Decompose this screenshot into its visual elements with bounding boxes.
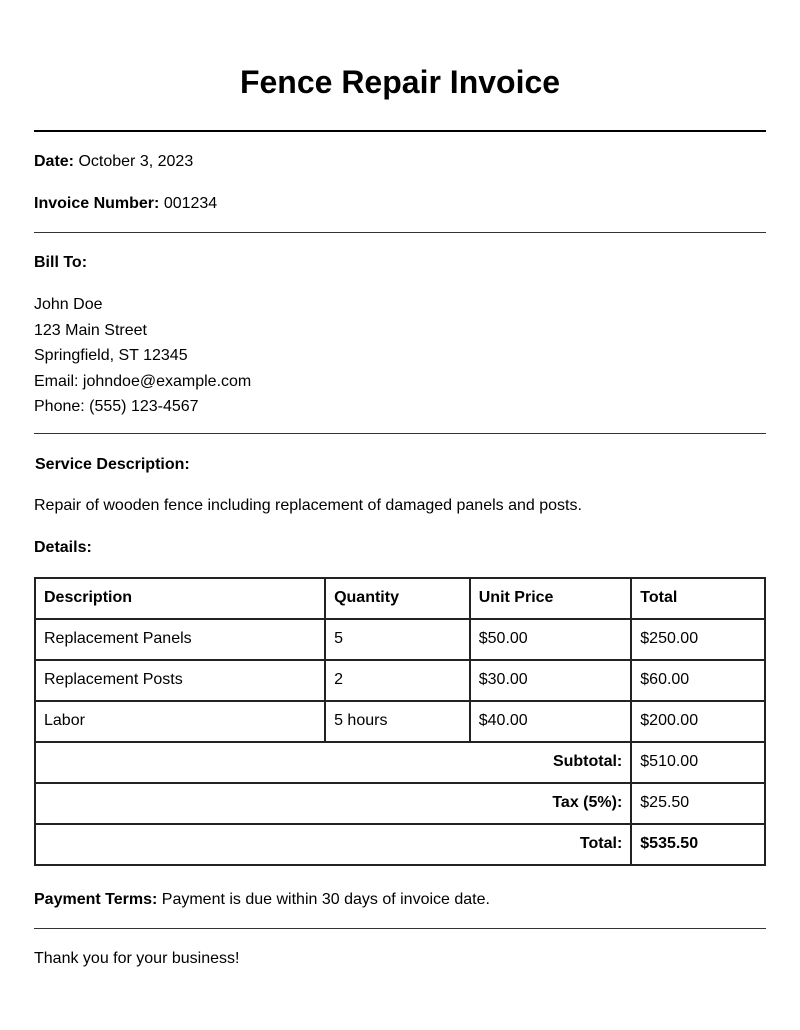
column-header: Total (631, 578, 765, 619)
table-cell: Replacement Panels (35, 619, 325, 660)
payment-terms-label: Payment Terms: (34, 890, 158, 908)
total-value: $535.50 (631, 824, 765, 865)
date-label: Date: (34, 153, 75, 170)
page-title: Fence Repair Invoice (239, 64, 561, 100)
table-row (35, 660, 765, 701)
service-description-label: Service Description: (35, 455, 190, 473)
table-cell: $200.00 (631, 701, 765, 742)
payment-terms-line (34, 890, 766, 910)
table-cell: $60.00 (631, 660, 765, 701)
date-value: October 3, 2023 (78, 153, 194, 170)
column-header: Quantity (325, 578, 470, 619)
details-table (34, 577, 766, 866)
invoice-number-line (34, 194, 766, 214)
address-line: 123 Main Street (34, 321, 147, 339)
address-line: John Doe (34, 296, 103, 313)
invoice-page (34, 0, 766, 969)
total-label: Total: (35, 824, 631, 865)
tax-label: Tax (5%): (35, 783, 631, 824)
table-header-row (35, 578, 765, 619)
divider (34, 928, 766, 929)
subtotal-value: $510.00 (631, 742, 765, 783)
phone-line: Phone: (555) 123-4567 (34, 398, 199, 415)
email-line: Email: johndoe@example.com (34, 372, 252, 390)
address-line: Springfield, ST 12345 (34, 347, 188, 364)
divider (34, 433, 766, 434)
tax-row (35, 783, 765, 824)
divider (34, 232, 766, 233)
details-label: Details: (34, 538, 92, 556)
column-header: Unit Price (470, 578, 632, 619)
bill-to-address (34, 292, 766, 420)
date-line (34, 152, 766, 172)
subtotal-label: Subtotal: (35, 742, 631, 783)
table-row (35, 619, 765, 660)
table-cell: 5 hours (325, 701, 470, 742)
table-cell: Replacement Posts (35, 660, 325, 701)
closing-message: Thank you for your business! (34, 949, 240, 967)
table-cell: $30.00 (470, 660, 632, 701)
table-cell: $40.00 (470, 701, 632, 742)
column-header: Description (35, 578, 325, 619)
table-row (35, 701, 765, 742)
payment-terms-text: Payment is due within 30 days of invoice date. (161, 890, 490, 908)
bill-to-label: Bill To: (34, 254, 88, 271)
table-cell: 5 (325, 619, 470, 660)
table-cell: 2 (325, 660, 470, 701)
invoice-number-label: Invoice Number: (34, 195, 160, 212)
service-description-text: Repair of wooden fence including replacement of damaged panels and posts. (34, 496, 582, 514)
divider (34, 130, 766, 132)
total-row (35, 824, 765, 865)
invoice-number-value: 001234 (163, 195, 218, 212)
table-cell: $50.00 (470, 619, 632, 660)
tax-value: $25.50 (631, 783, 765, 824)
subtotal-row (35, 742, 765, 783)
table-cell: $250.00 (631, 619, 765, 660)
table-cell: Labor (35, 701, 325, 742)
